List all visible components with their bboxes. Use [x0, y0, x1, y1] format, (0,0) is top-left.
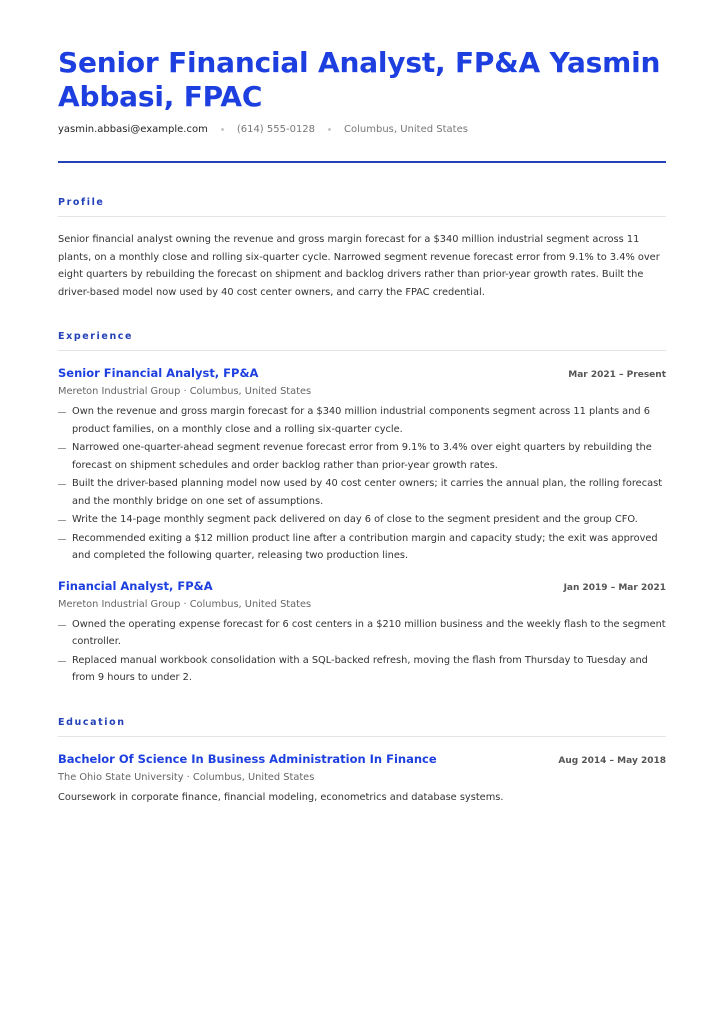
job-title: Financial Analyst, FP&A — [58, 578, 213, 593]
job-dates: Jan 2019 – Mar 2021 — [563, 582, 666, 593]
job-entry — [58, 579, 666, 687]
phone-number: (614) 555-0128 — [236, 124, 316, 135]
location: Columbus, United States — [344, 124, 468, 135]
profile-text: Senior financial analyst owning the revenue and gross margin forecast for a $340 million industrial segment across 11 plants, on a monthly close and rolling six-quarter cycle. Narrowed segment revenue forecast error from 9.1% to 3.4% over eight quarters by rebuilding the forecast on shipment and backlog drivers rather than prior-year growth rates. Built the driver-based model now used by 40 cost center owners, and carry the FPAC credential. — [58, 234, 660, 298]
section-title-experience: Experience — [58, 331, 666, 351]
job-bullet: Narrowed one-quarter-ahead segment revenue forecast error from 9.1% to 3.4% over eight quarters by rebuilding the forecast on shipment schedules and order backlog rather than prior-year growth rates. — [58, 439, 666, 474]
job-entry — [58, 366, 666, 565]
experience-section — [58, 331, 666, 687]
job-organization: Mereton Industrial Group · Columbus, United States — [58, 598, 312, 610]
job-bullet: Built the driver-based planning model now used by 40 cost center owners; it carries the annual plan, the rolling forecast and the monthly bridge on one set of assumptions. — [58, 475, 666, 510]
job-organization: Mereton Industrial Group · Columbus, United States — [58, 386, 312, 397]
header-divider — [58, 161, 666, 163]
school-name: The Ohio State University · Columbus, United States — [58, 771, 315, 783]
section-title-education: Education — [58, 717, 666, 737]
education-dates: Aug 2014 – May 2018 — [558, 755, 666, 766]
job-bullet: Owned the operating expense forecast for 6 cost centers in a $210 million business and the weekly flash to the segment controller. — [58, 616, 666, 651]
job-title: Senior Financial Analyst, FP&A — [58, 366, 259, 380]
degree-title: Bachelor Of Science In Business Administration In Finance — [58, 751, 437, 766]
profile-section — [58, 197, 666, 301]
education-description: Coursework in corporate finance, financial modeling, econometrics and database systems. — [58, 791, 504, 803]
contact-line — [58, 124, 666, 135]
job-dates: Mar 2021 – Present — [568, 370, 666, 380]
section-title-profile: Profile — [58, 197, 666, 217]
job-header — [58, 579, 666, 593]
job-bullets — [58, 403, 666, 565]
education-entry — [58, 752, 666, 806]
candidate-name: Senior Financial Analyst, FP&A Yasmin Abbasi, FPAC — [58, 46, 661, 113]
education-section — [58, 717, 666, 806]
job-header — [58, 366, 666, 380]
separator-dot — [221, 128, 224, 131]
education-header — [58, 752, 666, 766]
job-bullet: Write the 14-page monthly segment pack delivered on day 6 of close to the segment president and the group CFO. — [58, 511, 666, 529]
job-bullets — [58, 616, 666, 687]
job-bullet: Replaced manual workbook consolidation with a SQL-backed refresh, moving the flash from Thursday to Tuesday and from 9 hours to under 2. — [58, 652, 666, 687]
separator-dot — [328, 128, 331, 131]
job-bullet: Recommended exiting a $12 million product line after a contribution margin and capacity study; the exit was approved and completed the following quarter, releasing two production lines. — [58, 530, 666, 565]
email-link[interactable]: yasmin.abbasi@example.com — [58, 124, 208, 135]
job-bullet: Own the revenue and gross margin forecast for a $340 million industrial components segment across 11 plants and 6 product families, on a monthly close and a rolling six-quarter cycle. — [58, 403, 666, 438]
